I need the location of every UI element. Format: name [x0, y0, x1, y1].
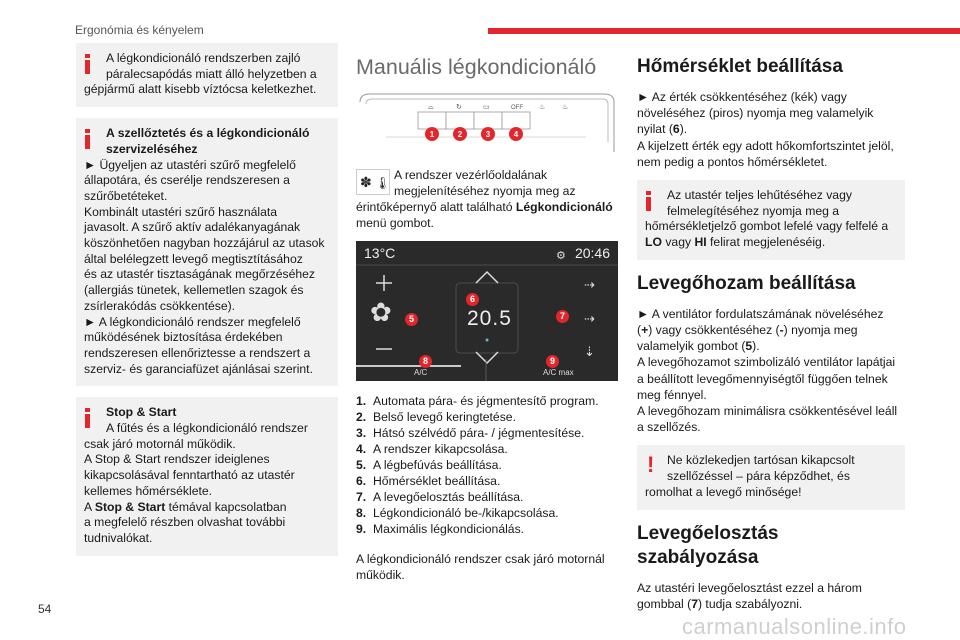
info-icon: [85, 129, 90, 149]
section-heading-manual-ac: Manuális légkondicionáló: [356, 55, 597, 79]
warning-note-ventilation: ! Ne közlekedjen tartósan kikapcsolt szellőzéssel – pára képződhet, és romolhat a levegő minősége!: [637, 445, 905, 509]
temp-up-arrow-icon: [476, 272, 498, 283]
intro-text: érintőképernyő alatt található Légkondicionáló: [356, 200, 613, 214]
intro-text: megjelenítéséhez nyomja meg az: [394, 184, 576, 198]
info-note-lo-hi: Az utastér teljes lehűtéséhez vagy felmelegítéséhez nyomja meg a hőmérsékletjelző gombot lefelé vagy felfelé a LO vagy HI felirat megjelenéséig.: [637, 180, 905, 260]
column-2: [356, 43, 618, 583]
legend-item: 1. Automata pára- és jégmentesítő program.: [356, 394, 599, 408]
temperature-text: ► Az érték csökkentéséhez (kék) vagy növeléséhez (piros) nyomja meg valamelyik nyilat (6). A kijelzett érték egy adott hőkomfortszintet jelöl, nem pedig a pontos hőmérsékletet.: [637, 90, 894, 169]
note-text: szűrőbetéteket.: [84, 188, 168, 203]
info-icon: [85, 54, 90, 74]
fan-icon: ✿: [370, 297, 392, 327]
watermark: carmanualsonline.info: [682, 614, 907, 639]
clock: 20:46: [574, 245, 610, 261]
svg-text:✽: ✽: [360, 174, 372, 190]
intro-paragraph: [356, 167, 618, 231]
temperature-setpoint: 20.5: [467, 307, 512, 330]
seat-icon: ♨: [562, 104, 569, 111]
legend-item: 7. A levegőelosztás beállítása.: [356, 490, 524, 504]
screen-badge: 7: [556, 310, 569, 323]
screen-badge: 5: [405, 313, 418, 326]
note-text: A légkondicionáló rendszerben zajló: [106, 51, 301, 65]
screen-badge: 9: [546, 355, 559, 368]
legend-item: 8. Légkondicionáló be-/kikapcsolása.: [356, 506, 559, 520]
legend-list: [356, 393, 618, 537]
defrost-icon: ⌓: [428, 104, 434, 111]
airflow-text: ► A ventilátor fordulatszámának növeléséhez (+) vagy csökkentéséhez (-) nyomja meg valamelyik gombot (5). A levegőhozamot szimbolizáló ventilátor lapátjai a beállított levegőmennyiségtől függően telnek meg fénnyel. A levegőhozam minimálisra csökkentésével leáll a szellőzés.: [637, 306, 898, 435]
note-text: tudnivalókat.: [84, 530, 153, 545]
fan-plus-icon: [376, 275, 392, 291]
note-text: kikapcsolásával fenntartható az utastér: [84, 468, 295, 483]
note-text: A Stop & Start rendszer ideiglenes: [84, 452, 270, 467]
note-text: Kombinált utastéri szűrő használata: [84, 204, 278, 219]
svg-text:4: 4: [513, 130, 519, 139]
legend-item: 2. Belső levegő keringtetése.: [356, 410, 516, 424]
note-text: rendszeresen ellenőriztesse a rendszert a: [84, 345, 311, 360]
control-panel-illustration: [356, 92, 618, 154]
note-title: Stop & Start: [106, 405, 177, 420]
air-to-body-icon: ⇢: [584, 311, 595, 326]
section-title: Ergonómia és kényelem: [75, 23, 204, 37]
svg-text:1: 1: [429, 130, 435, 139]
note-text: kellemes hőmérséklete.: [84, 483, 213, 498]
note-text: köszönhetően nagyban hozzájárul az utasok: [84, 236, 325, 251]
note-text: és az utastér tisztaságának megőrzéséhez: [84, 267, 316, 282]
info-icon: [646, 191, 651, 211]
note-title: A szellőztetés és a légkondicionáló: [106, 126, 310, 141]
body-text: működik.: [356, 568, 405, 583]
note-text: által belélegzett levegő megtisztításához: [84, 251, 303, 266]
column-1: [76, 43, 338, 567]
note-text: szerviz- és garanciafüzet ajánlásai szerint.: [84, 361, 313, 376]
note-body: [84, 158, 330, 378]
ac-menu-icon: [356, 169, 390, 195]
panel-badge: [481, 127, 495, 141]
legend-item: 3. Hátsó szélvédő pára- / jégmentesítése.: [356, 426, 585, 440]
distribution-text: Az utastéri levegőelosztást ezzel a három gombbal (7) tudja szabályozni.: [637, 580, 862, 611]
legend-item: 6. Hőmérséklet beállítása.: [356, 474, 501, 488]
ac-label: A/C: [414, 368, 428, 377]
heading-temperature: Hőmérséklet beállítása: [637, 56, 843, 77]
note-text: páralecsapódás miatt álló helyzetben a: [106, 66, 317, 81]
note-text: csak járó motornál működik.: [84, 436, 236, 451]
info-note-condensation: [76, 43, 338, 107]
screen-badge: 8: [419, 355, 432, 368]
svg-text:2: 2: [457, 130, 463, 139]
page-number: 54: [38, 602, 52, 616]
ac-off-icon: OFF: [511, 105, 523, 111]
note-text: a megfelelő részben olvashat további: [84, 515, 286, 530]
ac-screen-illustration: [356, 241, 618, 381]
info-icon: [85, 408, 90, 428]
legend-item: 5. A légbefúvás beállítása.: [356, 458, 502, 472]
note-text: zsírlerakódás csökkentése).: [84, 298, 236, 313]
note-text: javasolt. A szűrő aktív adalékanyagának: [84, 220, 301, 235]
note-text: gépjármű alatt kisebb víztócsa keletkezhet.: [84, 82, 317, 97]
info-note-stop-start: [76, 397, 338, 555]
intro-text: A rendszer vezérlőoldalának: [394, 168, 548, 182]
note-text: állapotára, és cserélje rendszeresen a: [84, 173, 290, 188]
note-text: ► Ügyeljen az utastéri szűrő megfelelő: [84, 157, 296, 172]
intro-text: menü gombot.: [356, 216, 434, 230]
legend-item: 4. A rendszer kikapcsolása.: [356, 442, 508, 456]
panel-badge: [425, 127, 439, 141]
body-text: A légkondicionáló rendszer csak járó motornál: [356, 552, 605, 566]
screen-badge: 6: [466, 293, 479, 306]
warning-icon: !: [647, 452, 655, 478]
note-text: (allergiás tünetek, kellemetlen szagok és: [84, 283, 304, 298]
air-to-face-icon: ⇢: [584, 277, 595, 292]
seat-icon: ♨: [539, 104, 546, 111]
svg-text:🌡: 🌡: [375, 176, 390, 190]
info-note-servicing: [76, 118, 338, 386]
note-body: [84, 437, 330, 500]
panel-badge: [509, 127, 523, 141]
air-to-feet-icon: ⇣: [584, 344, 595, 359]
column-3: [637, 43, 905, 612]
legend-item: 9. Maximális légkondicionálás.: [356, 522, 525, 536]
heading-airflow: Levegőhozam beállítása: [637, 272, 856, 294]
recirculation-icon: ↻: [456, 104, 462, 111]
svg-text:3: 3: [485, 130, 491, 139]
header-accent-bar: [488, 28, 960, 34]
note-text: ► A légkondicionáló rendszer megfelelő: [84, 314, 301, 329]
outside-temperature: 13°C: [364, 245, 396, 261]
panel-badge: [453, 127, 467, 141]
note-title: szervizeléséhez: [106, 141, 198, 156]
rear-defrost-icon: ▭: [483, 104, 490, 111]
ac-max-label: A/C max: [543, 368, 574, 377]
note-text: A Stop & Start témával kapcsolatban: [84, 499, 287, 514]
note-text: A fűtés és a légkondicionáló rendszer: [106, 421, 308, 436]
connectivity-icon: ⚙: [556, 250, 566, 262]
heading-air-distribution: Levegőelosztás szabályozása: [637, 522, 779, 568]
note-text: működésének biztosítása érdekében: [84, 330, 283, 345]
temp-down-arrow-icon: [476, 352, 498, 363]
